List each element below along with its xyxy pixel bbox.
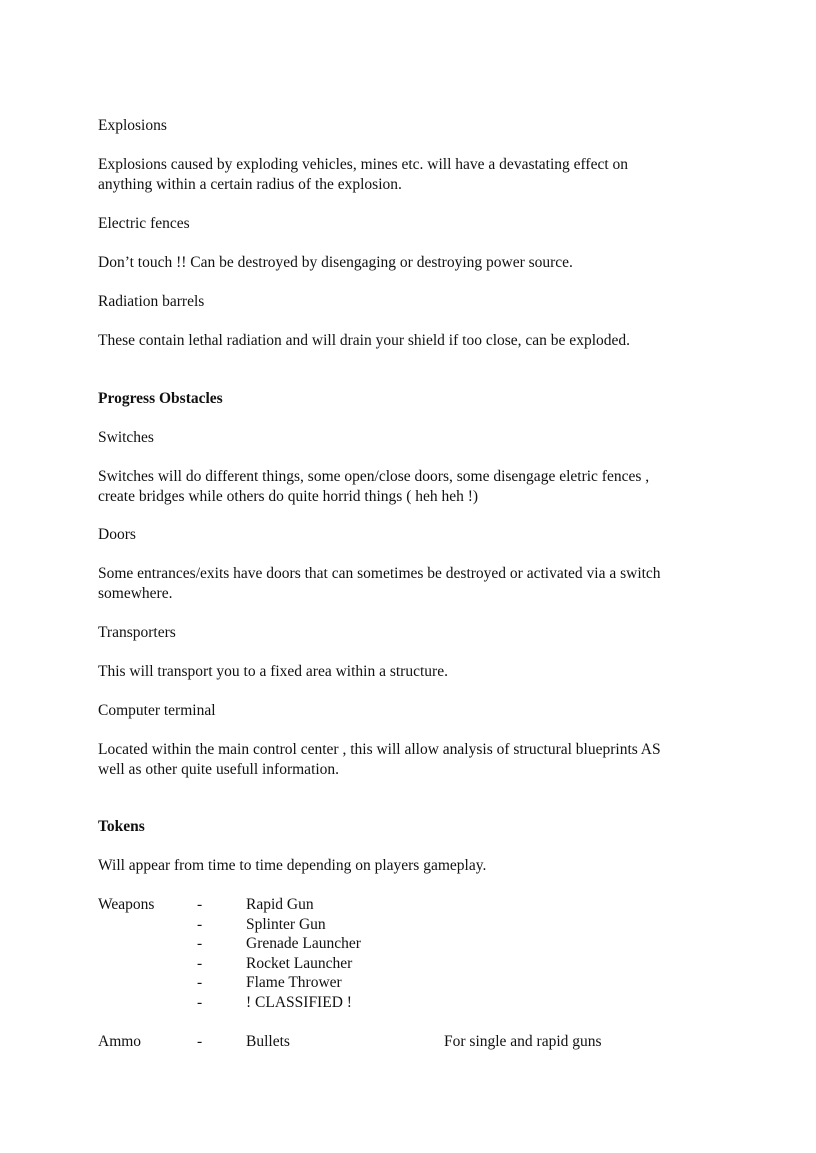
ammo-label: Ammo xyxy=(98,1033,142,1050)
weapon-item: Rocket Launcher xyxy=(246,955,353,972)
explosions-text-line-2: anything within a certain radius of the explosion. xyxy=(98,176,402,193)
weapon-dash: - xyxy=(197,955,203,972)
weapon-dash: - xyxy=(197,916,203,933)
switches-text-line-1: Switches will do different things, some open/close doors, some disengage eletric fences , xyxy=(98,468,650,485)
electric-fences-text: Don’t touch !! Can be destroyed by disengaging or destroying power source. xyxy=(98,254,573,271)
computer-terminal-text-line-1: Located within the main control center , this will allow analysis of structural blueprints AS xyxy=(98,741,661,758)
ammo-dash: - xyxy=(197,1033,203,1050)
weapon-item: Flame Thrower xyxy=(246,974,342,991)
weapon-item: Grenade Launcher xyxy=(246,935,361,952)
tokens-heading: Tokens xyxy=(98,818,145,835)
weapon-item: ! CLASSIFIED ! xyxy=(246,994,352,1011)
doors-text-line-2: somewhere. xyxy=(98,585,173,602)
progress-obstacles-heading: Progress Obstacles xyxy=(98,390,223,407)
computer-terminal-text-line-2: well as other quite usefull information. xyxy=(98,761,340,778)
weapon-item: Rapid Gun xyxy=(246,896,314,913)
weapon-dash: - xyxy=(197,896,203,913)
weapons-label: Weapons xyxy=(98,896,155,913)
weapon-dash: - xyxy=(197,935,203,952)
weapon-item: Splinter Gun xyxy=(246,916,326,933)
radiation-barrels-heading: Radiation barrels xyxy=(98,293,205,310)
transporters-text: This will transport you to a fixed area within a structure. xyxy=(98,663,448,680)
electric-fences-heading: Electric fences xyxy=(98,215,190,232)
ammo-item: Bullets xyxy=(246,1033,290,1050)
computer-terminal-heading: Computer terminal xyxy=(98,702,216,719)
tokens-intro: Will appear from time to time depending on players gameplay. xyxy=(98,857,487,874)
switches-text-line-2: create bridges while others do quite horrid things ( heh heh !) xyxy=(98,488,479,505)
transporters-heading: Transporters xyxy=(98,624,176,641)
explosions-heading: Explosions xyxy=(98,117,167,134)
ammo-note: For single and rapid guns xyxy=(444,1033,602,1050)
doors-text-line-1: Some entrances/exits have doors that can sometimes be destroyed or activated via a switch xyxy=(98,565,661,582)
doors-heading: Doors xyxy=(98,526,136,543)
switches-heading: Switches xyxy=(98,429,154,446)
weapon-dash: - xyxy=(197,974,203,991)
weapon-dash: - xyxy=(197,994,203,1011)
explosions-text-line-1: Explosions caused by exploding vehicles, mines etc. will have a devastating effect on xyxy=(98,156,629,173)
radiation-barrels-text: These contain lethal radiation and will drain your shield if too close, can be exploded. xyxy=(98,332,631,349)
